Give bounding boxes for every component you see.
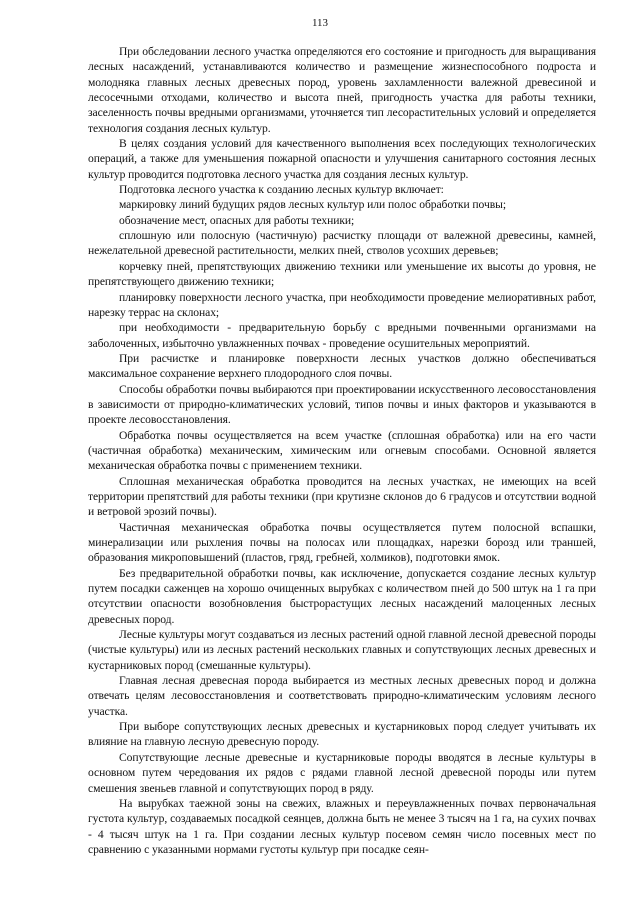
paragraph: Способы обработки почвы выбираются при проектировании искусственного лесовосстановления в зависимости от природно-климатических условий, типов почвы и иных факторов и указываются в проекте лесовосстановления. [88, 382, 596, 427]
paragraph: Сопутствующие лесные древесные и кустарниковые породы вводятся в лесные культуры в основном путем чередования их рядов с рядами главной лесной древесной породы или путем смешения звеньев главной и сопутствующих пород в ряду. [88, 750, 596, 795]
list-item: при необходимости - предварительную борьбу с вредными почвенными организмами на заболоченных, избыточно увлажненных почвах - проведение осушительных мероприятий. [88, 321, 596, 350]
list-item: сплошную или полосную (частичную) расчистку площади от валежной древесины, камней, нежелательной древесной растительности, мелких пней, стволов усохших деревьев; [88, 229, 596, 258]
list-item: корчевку пней, препятствующих движению техники или уменьшение их высоты до уровня, не препятствующего движению техники; [88, 259, 596, 289]
paragraph: Частичная механическая обработка почвы осуществляется путем полосной вспашки, минерализации или рыхления почвы на полосах или площадках, нарезки борозд или траншей, образования микроповышений (пластов, гряд, гребней, холмиков), подготовки ямок. [88, 520, 596, 565]
paragraph: Главная лесная древесная порода выбирается из местных лесных древесных пород и должна отвечать целям лесовосстановления и соответствовать природно-климатическим условиям лесного участка. [88, 674, 596, 718]
paragraph: При расчистке и планировке поверхности лесных участков должно обеспечиваться максимальное сохранение верхнего плодородного слоя почвы. [88, 351, 596, 381]
page-number: 113 [311, 17, 329, 29]
list-item: планировку поверхности лесного участка, при необходимости проведение мелиоративных работ, нарезку террас на склонах; [88, 290, 596, 319]
paragraph: На вырубках таежной зоны на свежих, влажных и переувлажненных почвах первоначальная густота культур, создаваемых посадкой сеянцев, должна быть не менее 3 тысяч на 1 га, на сухих почвах - 4 тысяч штук на 1 га. При создании лесных культур посевом семян число посевных мест по сравнению с указанными нормами густоты культур при посадке сеян- [88, 796, 596, 856]
list-item: маркировку линий будущих рядов лесных культур или полос обработки почвы; [119, 198, 506, 212]
document-body [88, 44, 596, 857]
paragraph: При выборе сопутствующих лесных древесных и кустарниковых пород следует учитывать их влияние на главную лесную древесную породу. [88, 720, 596, 749]
paragraph: Подготовка лесного участка к созданию лесных культур включает: [119, 183, 444, 197]
paragraph: Обработка почвы осуществляется на всем участке (сплошная обработка) или на его части (частичная обработка) механическим, химическим или огневым способами. Основной является механическая обработка почвы с применением техники. [88, 428, 596, 473]
paragraph: Без предварительной обработки почвы, как исключение, допускается создание лесных культур путем посадки саженцев на хорошо очищенных вырубках с количеством пней до 500 штук на 1 га при отсутствии опасности возобновления быстрорастущих лесных насаждений малоценных лесных древесных пород. [88, 566, 596, 626]
paragraph: Сплошная механическая обработка проводится на лесных участках, не имеющих на всей территории препятствий для работы техники (при крутизне склонов до 6 градусов и отсутствии водной и ветровой эрозий почвы). [88, 474, 596, 519]
list-item: обозначение мест, опасных для работы техники; [119, 213, 355, 227]
paragraph: Лесные культуры могут создаваться из лесных растений одной главной лесной древесной породы (чистые культуры) или из лесных растений нескольких главных и сопутствующих лесных древесных и кустарниковых пород (смешанные культуры). [88, 628, 596, 672]
paragraph: При обследовании лесного участка определяются его состояние и пригодность для выращивания лесных насаждений, устанавливаются количество и размещение жизнеспособного подроста и молодняка главных лесных древесных пород, уровень захламленности валежной древесиной и лесосечными отходами, количество и высота пней, пригодность участка для работы техники, заселенность почвы вредными организмами, уточняется тип лесорастительных условий и определяется технология создания лесных культур. [88, 45, 596, 135]
paragraph: В целях создания условий для качественного выполнения всех последующих технологических операций, а также для уменьшения пожарной опасности и улучшения санитарного состояния лесных культур проводится подготовка лесного участка для создания лесных культур. [88, 137, 596, 181]
